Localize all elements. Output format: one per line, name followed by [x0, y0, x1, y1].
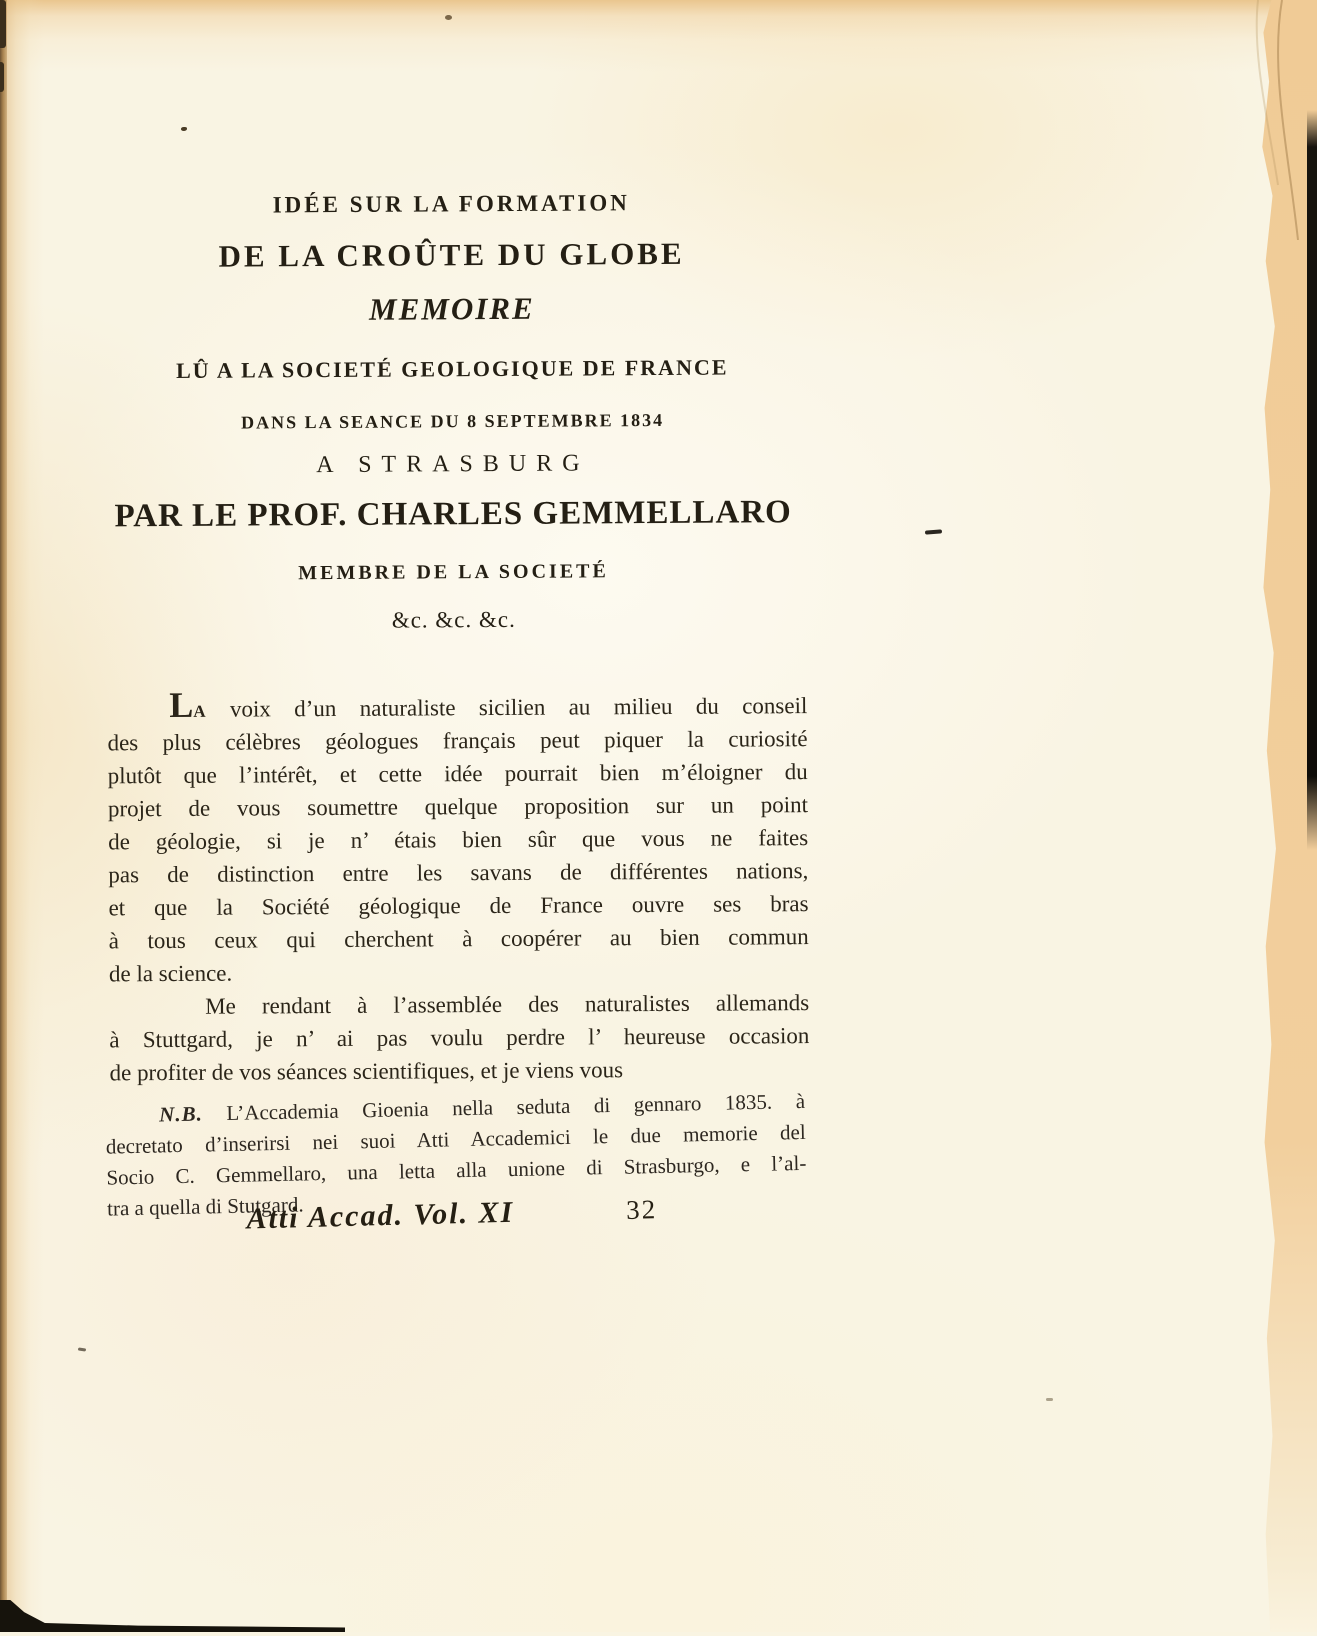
- body-line: plutôt que l’intérêt, et cette idée pourrait bien m’éloigner du: [107, 759, 808, 789]
- body-line: Me rendant à l’assemblée des naturalistes allemands: [205, 990, 810, 1019]
- title-line-strasburg: A STRASBURG: [316, 450, 590, 479]
- title-line-societe: LÛ A LA SOCIETÉ GEOLOGIQUE DE FRANCE: [175, 354, 729, 383]
- title-line-idee: IDÉE SUR LA FORMATION: [272, 189, 630, 218]
- body-line: pas de distinction entre les savans de différentes nations,: [108, 858, 809, 888]
- footnote-line: decretato d’inserirsi nei suoi Atti Accademici le due memorie del: [105, 1119, 806, 1159]
- body-line-text: voix d’un naturaliste sicilien au milieu du conseil: [206, 693, 808, 722]
- title-line-membre: MEMBRE DE LA SOCIETÉ: [298, 560, 609, 585]
- title-line-etc: &c. &c. &c.: [391, 606, 516, 633]
- title-line-croute: DE LA CROÛTE DU GLOBE: [218, 235, 685, 274]
- body-line: de la science.: [108, 960, 233, 987]
- title-line-author: PAR LE PROF. CHARLES GEMMELLARO: [114, 494, 792, 535]
- body-line: et que la Société géologique de France ouvre ses bras: [108, 891, 809, 921]
- body-line: des plus célèbres géologues français peut piquer la curiosité: [107, 726, 808, 756]
- title-line-memoire: MEMOIRE: [368, 290, 535, 327]
- body-line: projet de vous soumettre quelque proposition sur un point: [107, 792, 809, 822]
- drop-cap: L: [169, 684, 194, 725]
- body-line: à Stuttgard, je n’ ai pas voulu perdre l’ heureuse occasion: [109, 1023, 810, 1053]
- footnote-line-text: L’Accademia Gioenia nella seduta di gennaro 1835. à: [202, 1088, 806, 1126]
- body-line: à tous ceux qui cherchent à coopérer au bien commun: [108, 924, 809, 954]
- title-line-seance: DANS LA SEANCE DU 8 SEPTEMBRE 1834: [240, 409, 665, 433]
- footer-volume-label: Atti Accad. Vol. XI: [246, 1195, 515, 1236]
- body-line: de géologie, si je n’ étais bien sûr que vous ne faites: [108, 825, 809, 855]
- footnote-line: Socio C. Gemmellaro, una letta alla unione di Strasburgo, e l’al-: [106, 1150, 807, 1190]
- nota-bene-label: N.B.: [158, 1101, 204, 1127]
- drop-cap-second: A: [193, 701, 207, 721]
- footer-signature-number: 32: [625, 1194, 658, 1225]
- body-line: [107, 684, 808, 726]
- footnote-line: tra a quella di Stutgard.: [106, 1192, 304, 1221]
- body-text: [107, 684, 810, 1089]
- body-line: de profiter de vos séances scientifiques, et je viens vous: [109, 1057, 624, 1086]
